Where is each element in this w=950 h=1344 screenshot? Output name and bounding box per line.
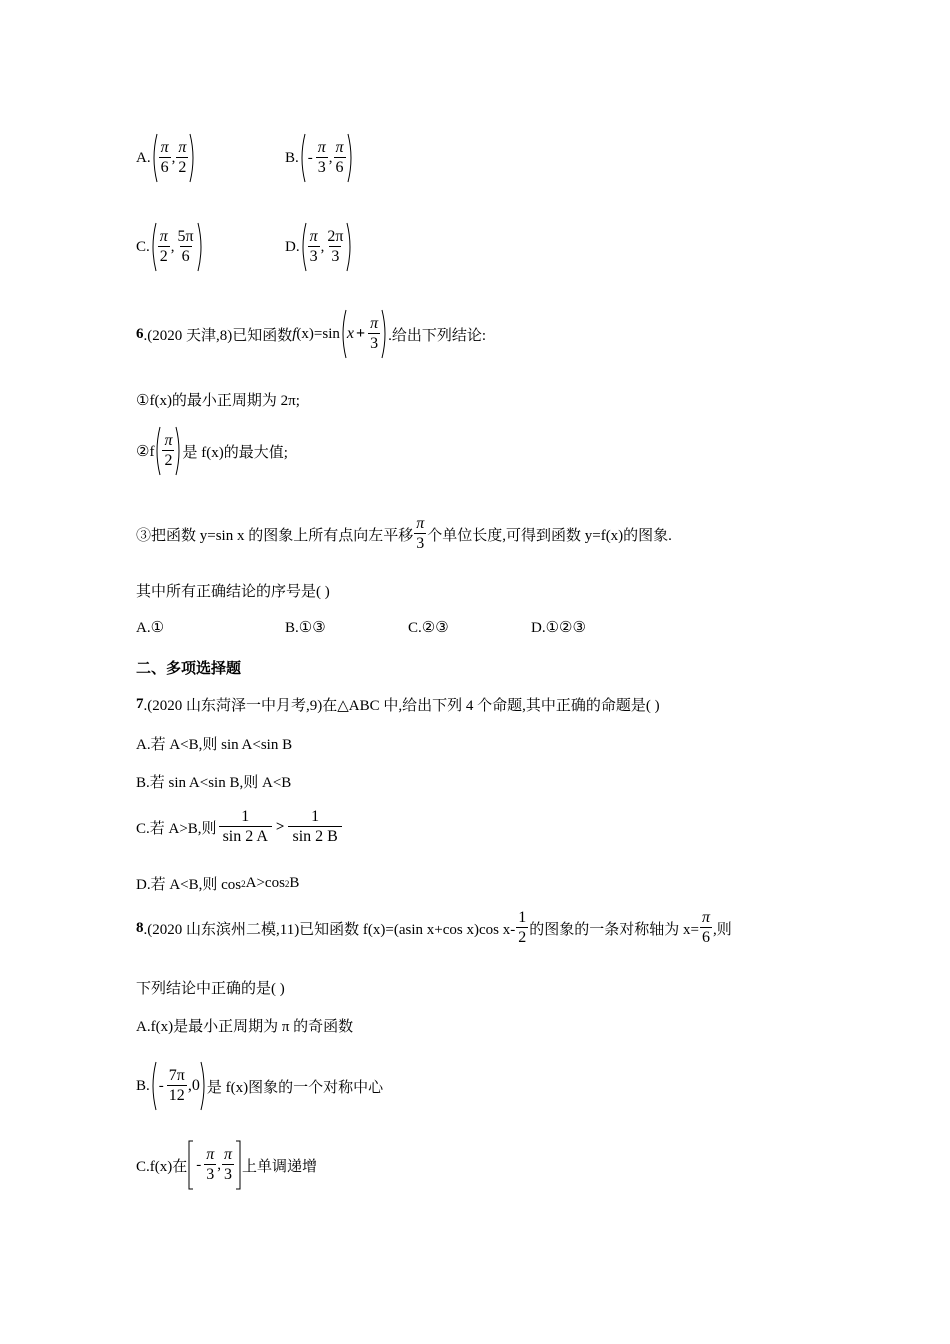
q6-option-c[interactable]: C.②③ <box>408 620 449 636</box>
question-number: 7 <box>136 696 144 712</box>
q5-option-d[interactable]: D. $\frac{\pi}{3}$ , $\frac{2\pi}{3}$ <box>285 222 353 272</box>
left-paren <box>154 426 161 476</box>
q6-option-b[interactable]: B.①③ <box>285 620 326 636</box>
left-bracket <box>187 1140 194 1190</box>
left-paren <box>150 222 157 272</box>
fraction: $\frac{\pi}{6}$ <box>335 138 344 176</box>
right-bracket <box>235 1140 242 1190</box>
fraction: $\frac{5\pi}{6}$ <box>177 227 194 265</box>
q6-options <box>136 618 586 637</box>
q6-stem: 6 .(2020 天津,8)已知函数 f (x)=sin x + $\frac{\pi}{3}$ .给出下列结论: <box>136 309 486 359</box>
q7-option-a[interactable]: A.若 A<B,则 sin A<sin B <box>136 737 293 753</box>
right-paren <box>381 309 388 359</box>
right-paren <box>189 133 196 183</box>
q7-stem: 7 .(2020 山东菏泽一中月考,9)在△ABC 中,给出下列 4 个命题,其中正确的命题是( ) <box>136 696 660 714</box>
q6-statement-3: ③把函数 y=sin x 的图象上所有点向左平移 $\frac{\pi}{3}$ 个单位长度,可得到函数 y=f(x)的图象. <box>136 515 672 552</box>
fraction: $\frac{\pi}{3}$ <box>370 314 379 352</box>
q8-stem: 8 .(2020 山东滨州二模,11)已知函数 f(x)=(asin x+cos x)cos x- $\frac{1}{2}$ 的图象的一条对称轴为 x= $\frac{\pi}{6}$ ,则 <box>136 909 732 946</box>
q5-option-b[interactable]: B. - $\frac{\pi}{3}$ , $\frac{\pi}{6}$ <box>285 133 354 183</box>
fraction: $\frac{\pi}{2}$ <box>164 431 173 469</box>
fraction: $\frac{\pi}{3}$ <box>317 138 326 176</box>
fraction: $\frac{1}{\sin 2 B}$ <box>288 808 341 847</box>
q5-option-c[interactable]: C. $\frac{\pi}{2}$ , $\frac{5\pi}{6}$ <box>136 222 204 272</box>
right-paren <box>347 133 354 183</box>
section-title: 二、多项选择题 <box>136 661 242 677</box>
right-paren <box>197 222 204 272</box>
fraction: $\frac{\pi}{3}$ <box>224 1145 233 1183</box>
q6-question: 其中所有正确结论的序号是( ) <box>136 584 330 600</box>
q5-option-a[interactable]: A. $\frac{\pi}{6}$ , $\frac{\pi}{2}$ <box>136 133 196 183</box>
q6-option-d[interactable]: D.①②③ <box>531 620 586 636</box>
fraction: $\frac{\pi}{2}$ <box>178 138 187 176</box>
q8-stem-line-2: 下列结论中正确的是( ) <box>136 981 285 997</box>
q7-option-b[interactable]: B.若 sin A<sin B,则 A<B <box>136 775 292 791</box>
fraction: $\frac{\pi}{6}$ <box>701 909 710 946</box>
fraction: $\frac{\pi}{3}$ <box>416 515 425 552</box>
question-number: 6 <box>136 325 144 342</box>
left-paren <box>299 133 306 183</box>
right-paren <box>175 426 182 476</box>
q8-option-c[interactable]: C.f(x)在 - $\frac{\pi}{3}$ , $\frac{\pi}{3}$ 上单调递增 <box>136 1140 317 1190</box>
question-number: 8 <box>136 920 144 936</box>
fraction: $\frac{\pi}{3}$ <box>309 227 318 265</box>
q8-option-a[interactable]: A.f(x)是最小正周期为 π 的奇函数 <box>136 1019 354 1035</box>
left-paren <box>150 1061 157 1111</box>
fraction: $\frac{7\pi}{12}$ <box>168 1066 185 1104</box>
fraction: $\frac{2\pi}{3}$ <box>327 227 344 265</box>
fraction: $\frac{1}{2}$ <box>518 909 527 946</box>
q7-option-d[interactable]: D.若 A<B,则 cos 2 A>cos 2 B <box>136 875 300 893</box>
fraction: $\frac{\pi}{3}$ <box>206 1145 215 1183</box>
left-paren <box>151 133 158 183</box>
right-paren <box>346 222 353 272</box>
fraction: $\frac{1}{\sin 2 A}$ <box>219 808 272 847</box>
right-paren <box>200 1061 207 1111</box>
left-paren <box>300 222 307 272</box>
q8-option-b[interactable]: B. - $\frac{7\pi}{12}$ ,0 是 f(x)图象的一个对称中心 <box>136 1061 383 1111</box>
q7-option-c[interactable]: C.若 A>B,则 $\frac{1}{\sin 2 A}$ > $\frac{1}{\sin 2 B}$ <box>136 808 343 847</box>
left-paren <box>340 309 347 359</box>
q6-option-a[interactable]: A.① <box>136 620 165 636</box>
q6-statement-2: ②f $\frac{\pi}{2}$ 是 f(x)的最大值; <box>136 426 288 476</box>
q6-statement-1: ①f(x)的最小正周期为 2π; <box>136 393 300 409</box>
fraction: $\frac{\pi}{2}$ <box>159 227 168 265</box>
fraction: $\frac{\pi}{6}$ <box>160 138 169 176</box>
